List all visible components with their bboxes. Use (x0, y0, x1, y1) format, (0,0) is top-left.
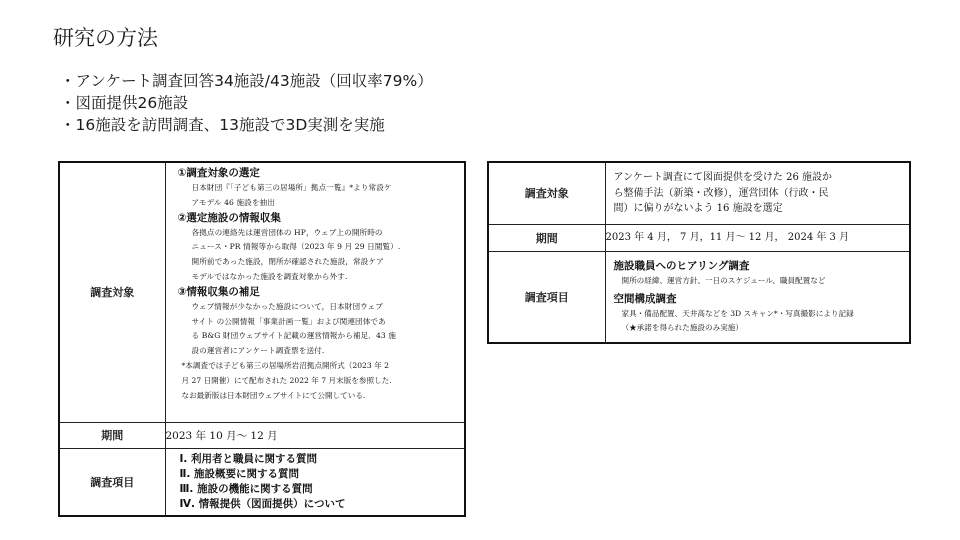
step-line: ニュース・PR 情報等から取得（2023 年 9 月 29 日閲覧）. (191, 242, 401, 252)
survey-item: Ⅱ. 施設概要に関する質問 (179, 467, 300, 480)
survey-item: Ⅳ. 情報提供（図面提供）について (179, 497, 346, 510)
step-line: ウェブ情報が少なかった施設について，日本財団ウェブ (191, 301, 383, 311)
period-label: 期間 (488, 224, 605, 251)
bullet-list (60, 70, 433, 136)
step-line: モデルではなかった施設を調査対象から外す. (191, 271, 348, 281)
survey-items-cell (165, 448, 465, 516)
survey-target-label: 調査対象 (488, 162, 605, 224)
step-heading: ①調査対象の選定 (177, 167, 260, 179)
bullet-item: ・ 16施設を訪問調査、13施設で3D実測を実施 (60, 114, 433, 136)
slide-title: 研究の方法 (53, 26, 158, 50)
footnote-line: *本調査では子ども第三の居場所岩沼拠点開所式（2023 年 2 (181, 360, 389, 370)
step-line: サイト の公開情報「事業計画一覧」および関連団体であ (191, 316, 386, 326)
target-line: ら整備手法（新築・改修），運営団体（行政・民 (613, 187, 829, 199)
step-line: アモデル 46 施設を抽出 (191, 197, 275, 207)
bullet-item: ・ アンケート調査回答34施設/43施設（回収率79%） (60, 70, 433, 92)
step-line: 日本財団『「子ども第三の居場所」拠点一覧』*より常設ケ (191, 183, 392, 192)
site-visit-table (487, 161, 911, 344)
step-line: 各拠点の連絡先は運営団体の HP，ウェブ上の開所時の (191, 227, 383, 237)
target-line: アンケート調査にて図面提供を受けた 26 施設か (613, 172, 832, 183)
item-line: （★承諾を得られた施設のみ実施） (621, 323, 743, 333)
step-heading: ②選定施設の情報収集 (177, 211, 281, 224)
survey-items-cell (605, 251, 910, 343)
item-line: 家具・備品配置、天井高などを 3D スキャン*・写真撮影により記録 (621, 309, 854, 319)
survey-item: Ⅲ. 施設の機能に関する質問 (179, 482, 313, 495)
survey-target-cell (605, 162, 910, 224)
step-line: る B&G 財団ウェブサイト記載の運営情報から補足．43 施 (191, 331, 397, 341)
footnote-line: 月 27 日開催）にて配布された 2022 年 7 月末版を参照した. (181, 375, 392, 385)
survey-item: Ⅰ. 利用者と職員に関する質問 (179, 453, 318, 466)
survey-items-label: 調査項目 (59, 448, 165, 516)
period-value: 2023 年 10 月～ 12 月 (165, 422, 465, 448)
survey-target-label: 調査対象 (59, 162, 165, 422)
footnote-line: なお最新版は日本財団ウェブサイトにて公開している. (181, 390, 366, 400)
item-heading: 空間構成調査 (613, 293, 677, 306)
target-line: 間）に偏りがないよう 16 施設を選定 (613, 203, 783, 214)
period-label: 期間 (59, 422, 165, 448)
step-heading: ③情報収集の補足 (177, 285, 260, 298)
survey-items-label: 調査項目 (488, 251, 605, 343)
period-value: 2023 年 4 月， 7 月，11 月～ 12 月， 2024 年 3 月 (605, 224, 910, 251)
questionnaire-survey-table (58, 161, 466, 517)
step-line: 開所前であった施設，閉所が確認された施設，常設ケア (191, 257, 384, 267)
step-line: 設の運営者にアンケート調査票を送付. (191, 346, 325, 356)
survey-target-cell (165, 162, 465, 422)
item-heading: 施設職員へのヒアリング調査 (613, 260, 750, 273)
bullet-item: ・ 図面提供26施設 (60, 92, 433, 114)
item-line: 開所の経緯、運営方針、一日のスケジュール、職員配置など (621, 276, 826, 286)
